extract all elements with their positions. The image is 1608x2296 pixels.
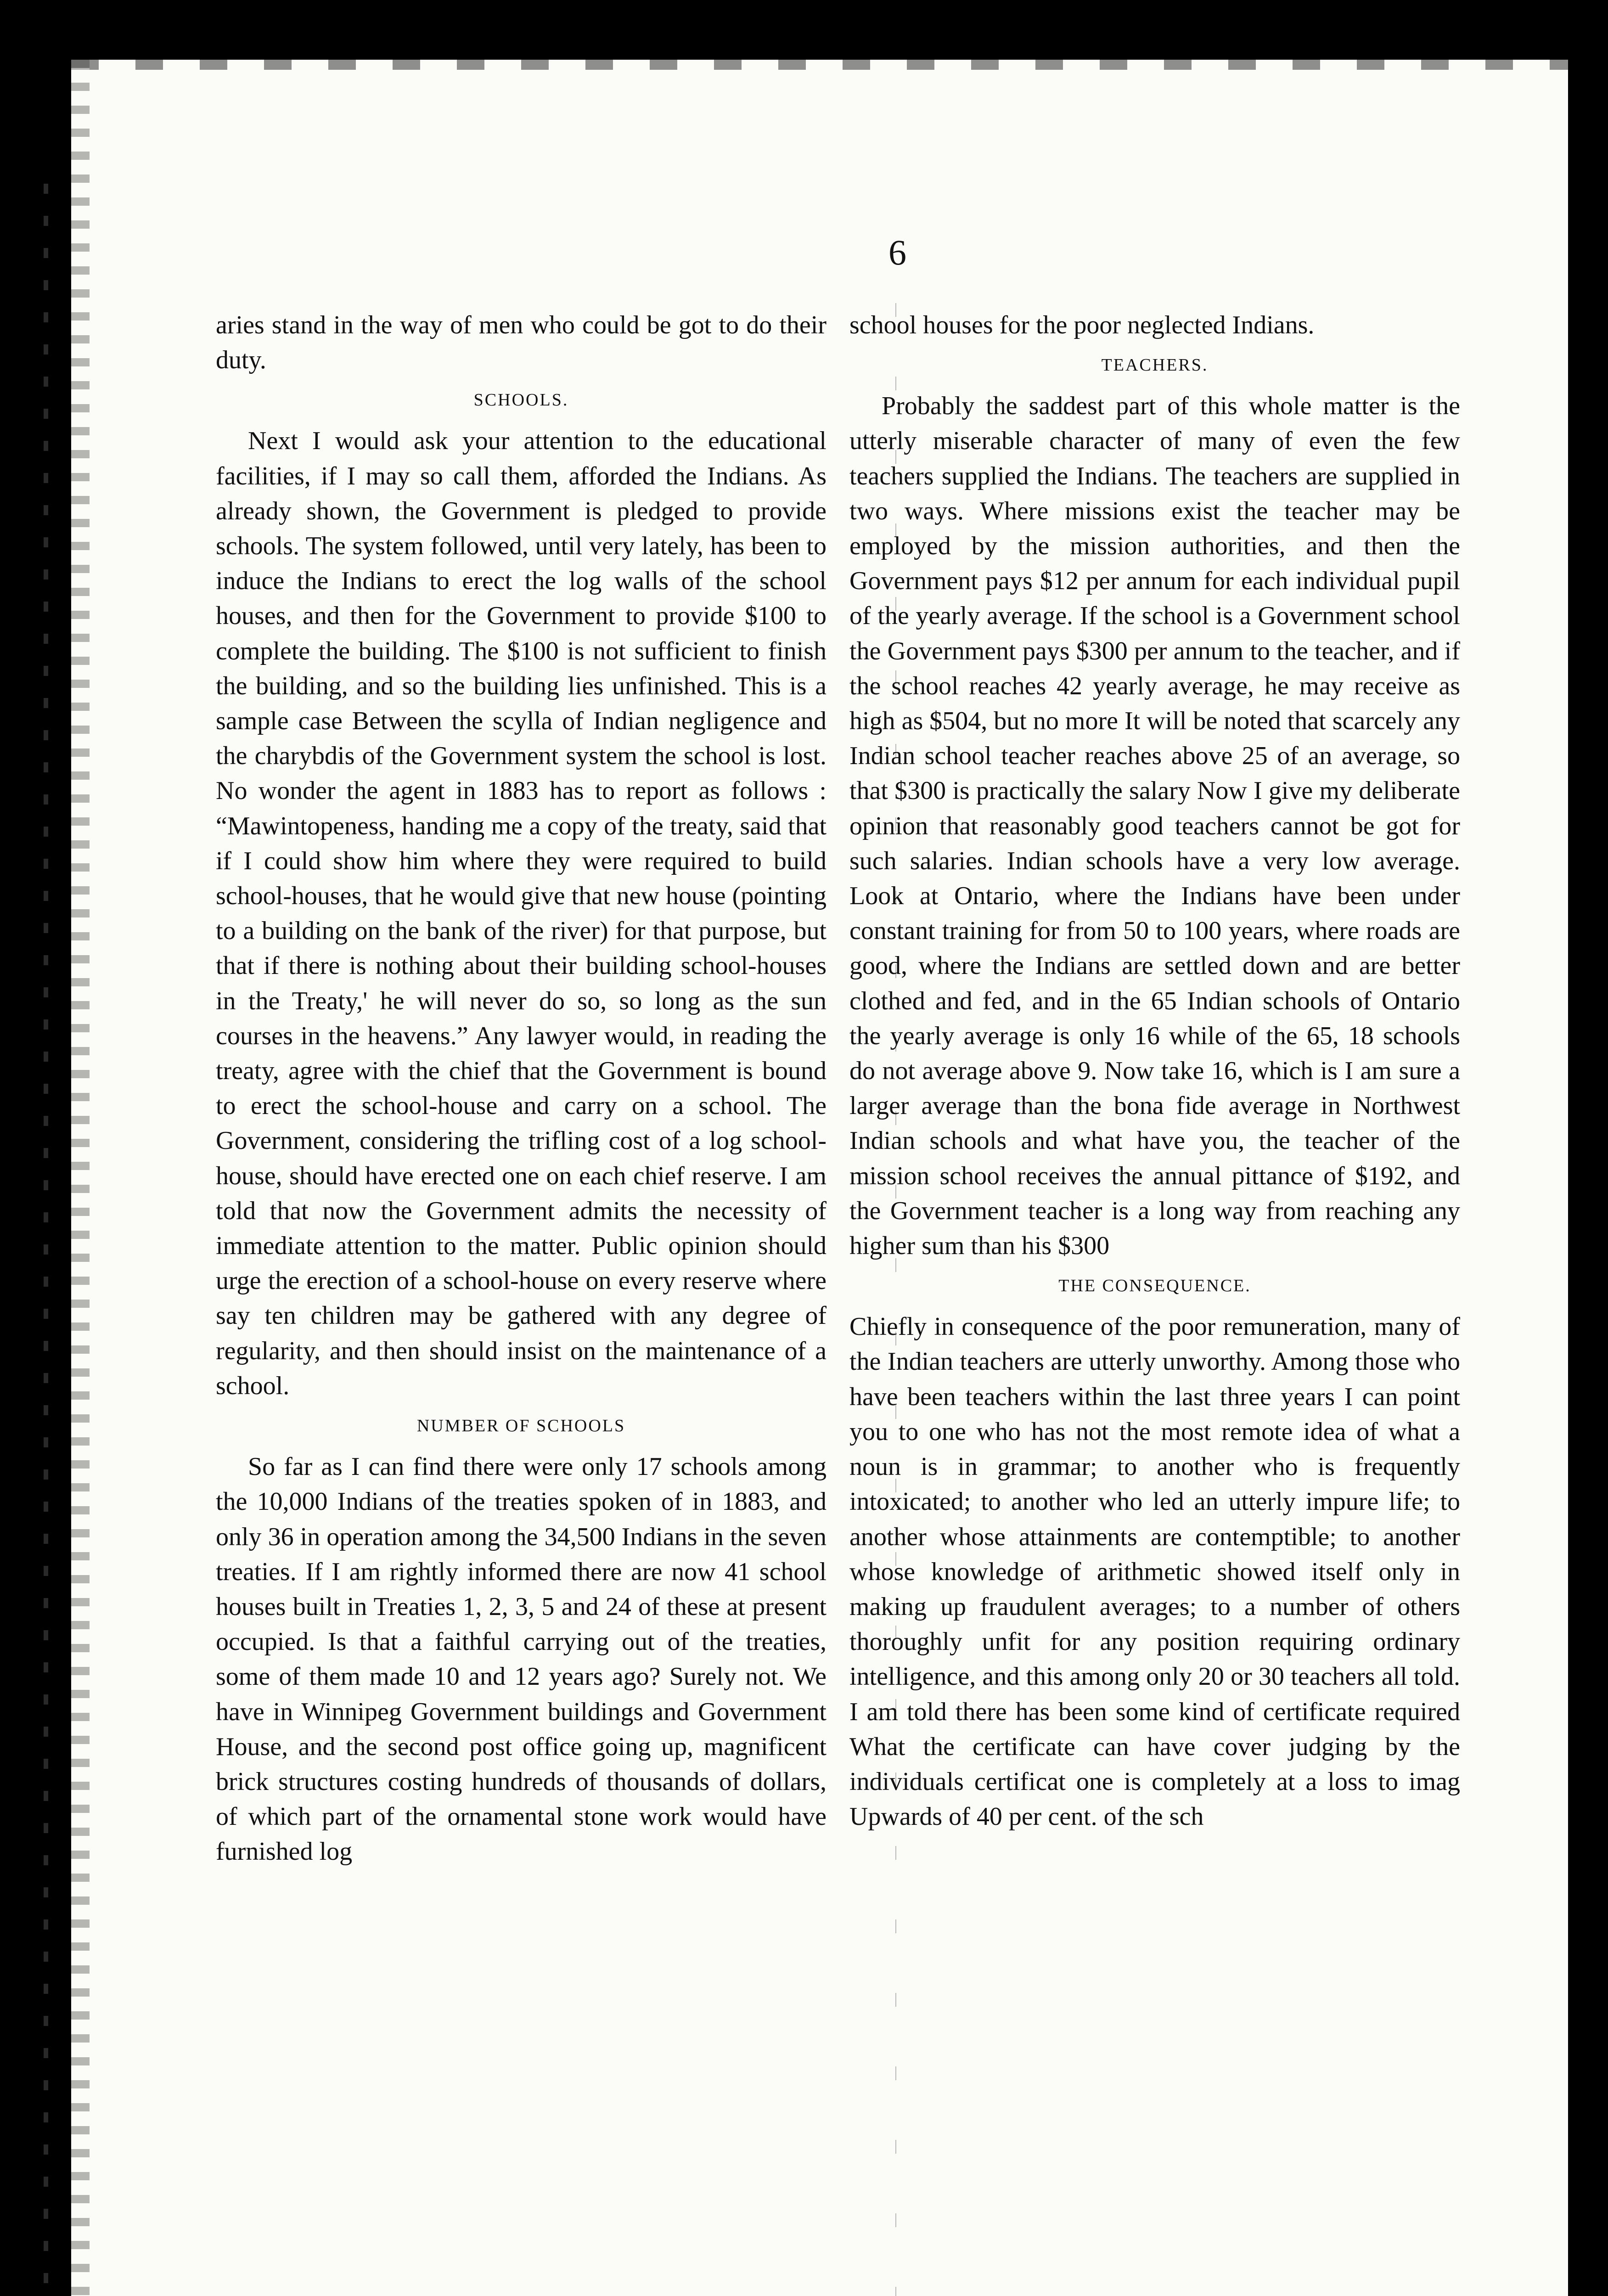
number-of-schools-paragraph: So far as I can find there were only 17 schools among the 10,000 Indians of the treaties spoken of in 1883, and only 36 in operation among the 34,500 Indians in the seven treaties. If I am rightly informed there are now 41 school houses built in Treaties 1, 2, 3, 5 and 24 of these at present occupied. Is that a faithful carrying out of the treaties, some of them made 10 and 12 years ago? Surely not. We have in Winnipeg Government buildings and Government House, and the second post office going up, magnificent brick structures costing hundreds of thousands of dollars, of which part of the ornamental stone work would have furnished log: [216, 1452, 826, 1866]
heading-number-of-schools: NUMBER OF SCHOOLS: [416, 1416, 626, 1436]
page-number: 6: [888, 232, 906, 272]
binding-spine: [44, 184, 48, 2296]
consequence-paragraph: Chiefly in consequence of the poor remuneration, many of the Indian teachers are utterly unworthy. Among those who have been teachers within the last three years I can point you to one who has not the most remote idea of what a noun is in grammar; to another who is frequently intoxicated; to another who led an utterly impure life; to another whose attainments are contemptible; to another whose knowledge of arithmetic showed itself only in making up fraudulent averages; to a number of others thoroughly unfit for any position requiring ordinary intelligence, and this among only 20 or 30 teachers all told. I am told there has been some kind of certificate required What the certificate can have cover judging by the individuals certificat one is completely at a loss to imag Upwards of 40 per cent. of the sch: [849, 1312, 1460, 1831]
right-continuation-text: school houses for the poor neglected Indians.: [849, 311, 1315, 339]
left-column: [216, 308, 826, 1869]
heading-teachers: TEACHERS.: [1101, 355, 1209, 375]
left-intro-text: aries stand in the way of men who could be got to do their duty.: [216, 311, 826, 375]
bound-left-edge: [71, 60, 90, 2296]
heading-schools: SCHOOLS.: [473, 390, 569, 410]
heading-consequence: THE CONSEQUENCE.: [1058, 1276, 1251, 1296]
schools-paragraph: Next I would ask your attention to the educational facilities, if I may so call them, afforded the Indians. As already shown, the Government is pledged to provide schools. The system followed, until very lately, has been to induce the Indians to erect the log walls of the school houses, and then for the Government to provide $100 to complete the building. The $100 is not sufficient to finish the building, and so the building lies unfinished. This is a sample case Between the scylla of Indian negligence and the charybdis of the Government system the school is lost. No wonder the agent in 1883 has to report as follows : “Mawintopeness, handing me a copy of the treaty, said that if I could show him where they were required to build school-houses, that he would give that new house (pointing to a building on the bank of the river) for that purpose, but that if there is nothing about their building school-houses in the Treaty,' he will never do so, so long as the sun courses in the heavens.” Any lawyer would, in reading the treaty, agree with the chief that the Government is bound to erect the school-house and carry on a school. The Government, considering the trifling cost of a log school-house, should have erected one on each chief reserve. I am told that now the Government admits the necessity of immediate attention to the matter. Public opinion should urge the erection of a school-house on every reserve where say ten children may be gathered with any degree of regularity, and then should insist on the maintenance of a school.: [216, 427, 826, 1400]
right-column: [849, 308, 1460, 1834]
teachers-paragraph: Probably the saddest part of this whole matter is the utterly miserable character of many of even the few teachers supplied the Indians. The teachers are supplied in two ways. Where missions exist the teacher may be employed by the mission authorities, and then the Government pays $12 per annum for each individual pupil of the yearly average. If the school is a Government school the Government pays $300 per annum to the teacher, and if the school reaches 42 yearly average, he may receive as high as $504, but no more It will be noted that scarcely any Indian school teacher reaches above 25 of an average, so that $300 is practically the salary Now I give my deliberate opinion that reasonably good teachers cannot be got for such salaries. Indian schools have a very low average. Look at Ontario, where the Indians have been under constant training for from 50 to 100 years, where roads are good, where the Indians are settled down and are better clothed and fed, and in the 65 Indian schools of Ontario the yearly average is only 16 while of the 65, 18 schools do not average above 9. Now take 16, which is I am sure a larger average than the bona fide average in Northwest Indian schools and what have you, the teacher of the mission school receives the annual pittance of $192, and the Government teacher is a long way from reaching any higher sum than his $300: [849, 392, 1460, 1261]
torn-top-edge: [71, 60, 1568, 70]
